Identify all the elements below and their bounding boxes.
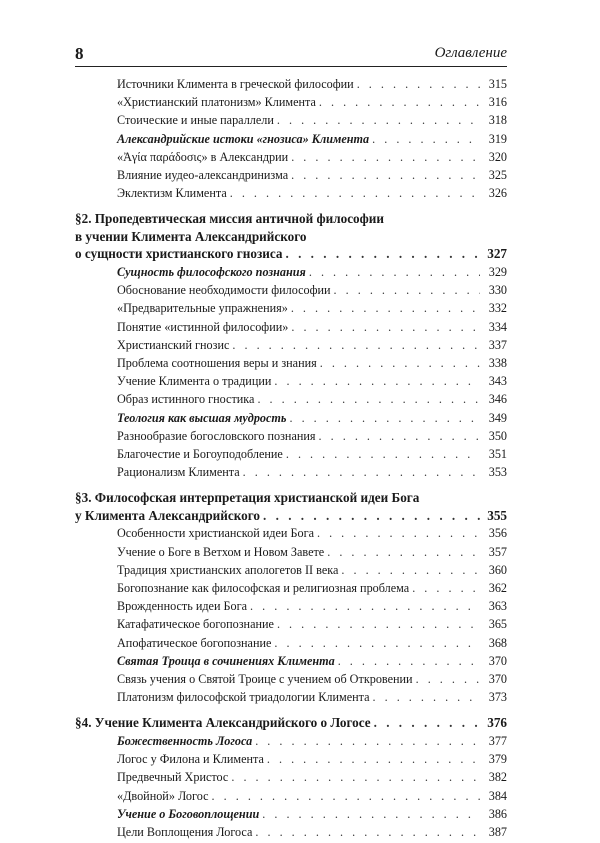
- toc-entry: [75, 318, 507, 336]
- entry-page: 326: [488, 186, 507, 201]
- dot-leader: [263, 507, 480, 525]
- toc-entry: [75, 787, 507, 805]
- section-heading-line: §2. Пропедевтическая миссия античной философии: [75, 211, 384, 227]
- entry-page: 325: [488, 168, 507, 183]
- entry-title: Логос у Филона и Климента: [117, 752, 264, 767]
- entry-title: Врожденность идеи Бога: [117, 599, 248, 614]
- dot-leader: [338, 652, 480, 670]
- entry-page: 332: [488, 301, 507, 316]
- toc-entry: [75, 561, 507, 579]
- entry-title: Источники Климента в греческой философии: [117, 77, 354, 91]
- dot-leader: [291, 166, 480, 184]
- dot-leader: [373, 688, 480, 706]
- toc-entry: [75, 445, 507, 463]
- section-heading: [75, 210, 507, 263]
- entry-title: Катафатическое богопознание: [117, 617, 274, 632]
- dot-leader: [262, 805, 480, 823]
- entry-title: Проблема соотношения веры и знания: [117, 355, 317, 370]
- section-heading-line: [75, 507, 507, 525]
- dot-leader: [289, 409, 480, 427]
- table-of-contents: [75, 75, 507, 843]
- dot-leader: [274, 372, 480, 390]
- dot-leader: [319, 427, 480, 445]
- toc-entry: [75, 130, 507, 148]
- dot-leader: [212, 787, 480, 805]
- toc-entry: [75, 670, 507, 688]
- entry-page: 377: [488, 733, 507, 748]
- entry-page: 330: [488, 283, 507, 298]
- entry-title: Образ истинного гностика: [117, 392, 255, 407]
- section-entries: [75, 732, 507, 841]
- toc-entry: [75, 805, 507, 823]
- entry-title: Богопознание как философская и религиозная проблема: [117, 580, 410, 595]
- dot-leader: [416, 670, 480, 688]
- toc-entry: [75, 463, 507, 481]
- section-page: 327: [487, 246, 507, 262]
- dot-leader: [317, 524, 480, 542]
- dot-leader: [232, 336, 480, 354]
- dot-leader: [341, 561, 480, 579]
- section-heading: [75, 489, 507, 524]
- entry-page: 365: [488, 617, 507, 632]
- entry-page: 350: [488, 428, 507, 443]
- entry-title: Божественность Логоса: [117, 733, 253, 748]
- toc-entry: [75, 111, 507, 129]
- dot-leader: [267, 750, 480, 768]
- entry-title: «Предварительные упражнения»: [117, 301, 288, 316]
- entry-title: «Ἀγία παράδοσις» в Александрии: [117, 149, 289, 164]
- toc-entry: [75, 688, 507, 706]
- entry-title: Цели Воплощения Логоса: [117, 824, 253, 839]
- page-header: [75, 42, 507, 67]
- section-heading-line: [75, 714, 507, 732]
- dot-leader: [334, 281, 480, 299]
- entry-page: 362: [488, 580, 507, 595]
- entry-page: 343: [488, 374, 507, 389]
- entry-title: Обоснование необходимости философии: [117, 283, 331, 298]
- entry-title: Учение о Боговоплощении: [117, 806, 260, 821]
- entry-page: 356: [488, 526, 507, 541]
- toc-entry: [75, 184, 507, 202]
- entry-page: 384: [488, 788, 507, 803]
- toc-entry: [75, 768, 507, 786]
- entry-page: 337: [488, 337, 507, 352]
- entry-title: Теология как высшая мудрость: [117, 410, 287, 425]
- entry-title: Христианский гнозис: [117, 337, 230, 352]
- section-page: 376: [487, 715, 507, 731]
- toc-entry: [75, 524, 507, 542]
- entry-title: «Христианский платонизм» Климента: [117, 95, 316, 110]
- entry-page: 353: [488, 465, 507, 480]
- entry-page: 320: [488, 149, 507, 164]
- toc-entry: [75, 336, 507, 354]
- toc-entry: [75, 652, 507, 670]
- dot-leader: [257, 390, 480, 408]
- toc-entry: [75, 615, 507, 633]
- entry-page: 370: [488, 671, 507, 686]
- dot-leader: [243, 463, 480, 481]
- entry-page: 349: [488, 410, 507, 425]
- entry-title: Рационализм Климента: [117, 465, 240, 480]
- entry-page: 351: [488, 446, 507, 461]
- toc-entry: [75, 823, 507, 841]
- toc-entry: [75, 281, 507, 299]
- page-number: 8: [75, 44, 84, 63]
- entry-title: Александрийские истоки «гнозиса» Климента: [117, 131, 370, 146]
- entry-title: Эклектизм Климента: [117, 186, 227, 201]
- toc-entry: [75, 409, 507, 427]
- dot-leader: [277, 111, 480, 129]
- dot-leader: [309, 263, 480, 281]
- entry-page: 334: [488, 319, 507, 334]
- entry-title: Понятие «истинной философии»: [117, 319, 289, 334]
- toc-entry: [75, 75, 507, 93]
- toc-entry: [75, 427, 507, 445]
- toc-entry: [75, 597, 507, 615]
- toc-entry: [75, 579, 507, 597]
- dot-leader: [231, 768, 480, 786]
- entry-page: 368: [488, 635, 507, 650]
- toc-entry: [75, 543, 507, 561]
- entry-title: Влияние иудео-александринизма: [117, 168, 289, 183]
- entry-page: 318: [488, 113, 507, 128]
- entry-page: 382: [488, 770, 507, 785]
- section-entries: [75, 524, 507, 706]
- entry-title: Предвечный Христос: [117, 770, 229, 785]
- entry-page: 387: [488, 824, 507, 839]
- entry-page: 329: [488, 264, 507, 279]
- entry-page: 363: [488, 599, 507, 614]
- toc-entry: [75, 148, 507, 166]
- entry-page: 370: [488, 653, 507, 668]
- dot-leader: [412, 579, 480, 597]
- toc-entry: [75, 634, 507, 652]
- toc-entry: [75, 390, 507, 408]
- entry-page: 357: [488, 544, 507, 559]
- entry-title: Связь учения о Святой Троице с учением об Откровении: [117, 671, 413, 686]
- entry-page: 316: [488, 95, 507, 110]
- section-entries: [75, 263, 507, 481]
- section-heading-text: §4. Учение Климента Александрийского о Логосе: [75, 715, 371, 731]
- entry-page: 379: [488, 752, 507, 767]
- entry-page: 338: [488, 355, 507, 370]
- toc-entry: [75, 372, 507, 390]
- toc-entry: [75, 263, 507, 281]
- entry-page: 373: [488, 690, 507, 705]
- dot-leader: [274, 634, 480, 652]
- section-heading-line: [75, 245, 507, 263]
- entry-page: 360: [488, 562, 507, 577]
- dot-leader: [327, 543, 480, 561]
- toc-entry: [75, 732, 507, 750]
- dot-leader: [250, 597, 480, 615]
- section-heading-line: §3. Философская интерпретация христианской идеи Бога: [75, 490, 420, 506]
- entry-title: Традиция христианских апологетов II века: [117, 562, 339, 577]
- entry-title: Святая Троица в сочинениях Климента: [117, 653, 335, 668]
- entry-title: Сущность философского познания: [117, 264, 306, 279]
- dot-leader: [372, 130, 480, 148]
- intro-group: [75, 75, 507, 202]
- dot-leader: [291, 299, 480, 317]
- entry-title: Учение о Боге в Ветхом и Новом Завете: [117, 544, 325, 559]
- dot-leader: [230, 184, 480, 202]
- running-title: Оглавление: [434, 45, 507, 61]
- entry-title: Платонизм философской триадологии Климента: [117, 690, 370, 705]
- dot-leader: [291, 318, 480, 336]
- entry-title: Разнообразие богословского познания: [117, 428, 316, 443]
- dot-leader: [291, 148, 480, 166]
- section-heading-text: о сущности христианского гнозиса: [75, 246, 283, 262]
- sections-container: [75, 210, 507, 841]
- dot-leader: [319, 93, 480, 111]
- dot-leader: [255, 732, 480, 750]
- entry-title: Апофатическое богопознание: [117, 635, 272, 650]
- entry-title: Учение Климента о традиции: [117, 374, 272, 389]
- dot-leader: [374, 714, 480, 732]
- section-heading: [75, 714, 507, 732]
- section-heading-line: в учении Климента Александрийского: [75, 228, 307, 244]
- dot-leader: [286, 445, 480, 463]
- dot-leader: [357, 75, 480, 93]
- toc-entry: [75, 354, 507, 372]
- entry-page: 346: [488, 392, 507, 407]
- entry-page: 315: [488, 77, 507, 91]
- entry-page: 386: [488, 806, 507, 821]
- dot-leader: [285, 245, 480, 263]
- toc-entry: [75, 299, 507, 317]
- dot-leader: [320, 354, 480, 372]
- entry-title: Особенности христианской идеи Бога: [117, 526, 314, 541]
- toc-entry: [75, 166, 507, 184]
- dot-leader: [277, 615, 480, 633]
- dot-leader: [255, 823, 480, 841]
- section-page: 355: [487, 507, 507, 523]
- entry-title: Благочестие и Богоуподобление: [117, 446, 283, 461]
- section-heading-text: у Климента Александрийского: [75, 507, 260, 523]
- entry-title: Стоические и иные параллели: [117, 113, 274, 128]
- toc-entry: [75, 93, 507, 111]
- toc-entry: [75, 750, 507, 768]
- entry-page: 319: [488, 131, 507, 146]
- entry-title: «Двойной» Логос: [117, 788, 209, 803]
